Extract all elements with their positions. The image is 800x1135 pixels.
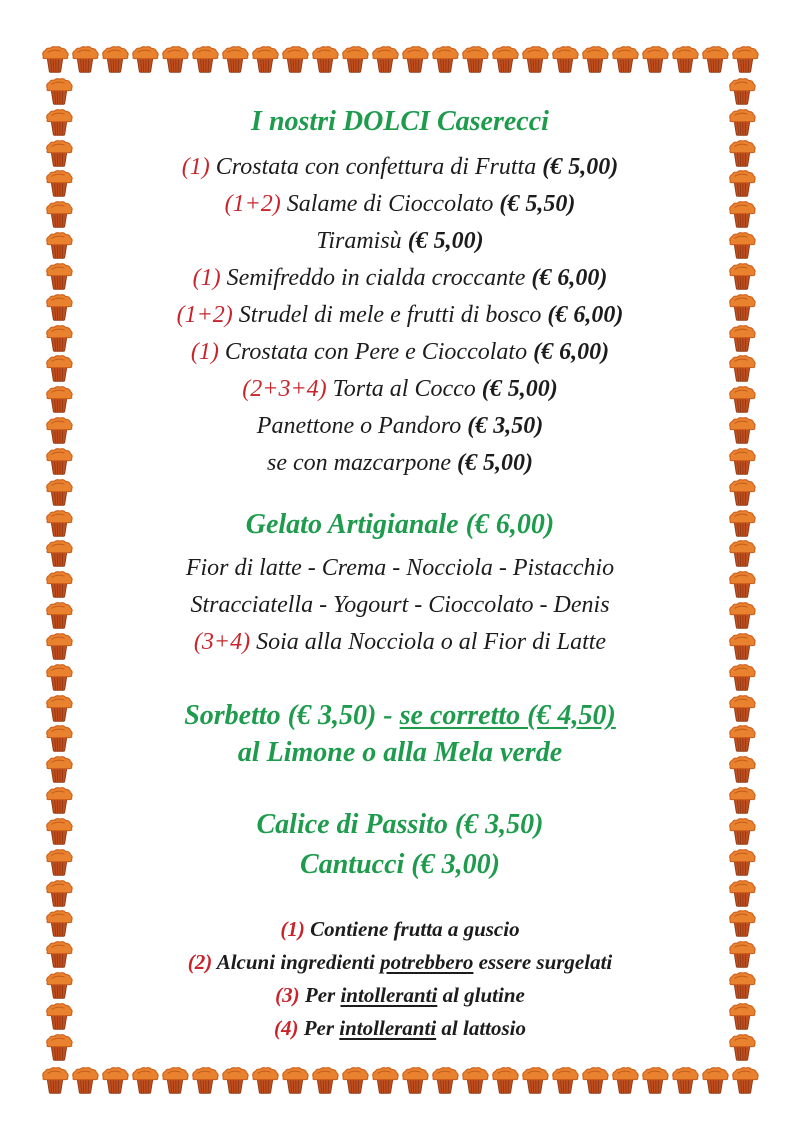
muffin-icon bbox=[730, 45, 760, 75]
muffin-icon bbox=[460, 1066, 490, 1096]
sorbetto-section bbox=[80, 697, 720, 771]
muffin-icon bbox=[280, 1066, 310, 1096]
border-top bbox=[40, 45, 757, 75]
footnote-number: (2) bbox=[187, 950, 217, 974]
item-price: (€ 5,00) bbox=[401, 228, 484, 254]
muffin-icon bbox=[370, 45, 400, 75]
menu-item bbox=[80, 149, 720, 186]
footnote-text: Contiene frutta a guscio bbox=[310, 917, 520, 941]
muffin-icon bbox=[640, 45, 670, 75]
muffin-icon bbox=[44, 416, 74, 446]
item-price: (€ 3,50) bbox=[461, 413, 544, 439]
muffin-icon bbox=[44, 231, 74, 261]
dolci-item-list bbox=[80, 149, 720, 482]
sorbetto-corretto-text: se corretto (€ 4,50) bbox=[399, 700, 616, 731]
menu-page bbox=[80, 103, 720, 1045]
muffin-icon bbox=[44, 509, 74, 539]
footnote-underlined-word: potrebbero bbox=[380, 950, 474, 974]
muffin-icon bbox=[250, 45, 280, 75]
passito-section bbox=[80, 805, 720, 885]
footnote bbox=[80, 1012, 720, 1045]
muffin-icon bbox=[190, 1066, 220, 1096]
muffin-icon bbox=[727, 509, 757, 539]
muffin-icon bbox=[610, 45, 640, 75]
item-name: se con mazcarpone bbox=[267, 450, 451, 476]
footnote-text: Per bbox=[303, 1016, 340, 1040]
muffin-icon bbox=[490, 45, 520, 75]
menu-item bbox=[80, 334, 720, 371]
muffin-icon bbox=[727, 632, 757, 662]
muffin-icon bbox=[727, 169, 757, 199]
muffin-icon bbox=[580, 45, 610, 75]
footnote-text: essere surgelati bbox=[473, 950, 613, 974]
muffin-icon bbox=[727, 139, 757, 169]
border-left bbox=[44, 77, 74, 1063]
muffin-icon bbox=[40, 45, 70, 75]
muffin-icon bbox=[44, 755, 74, 785]
muffin-icon bbox=[727, 570, 757, 600]
muffin-icon bbox=[44, 169, 74, 199]
muffin-icon bbox=[44, 200, 74, 230]
footnote bbox=[80, 979, 720, 1012]
muffin-icon bbox=[44, 940, 74, 970]
muffin-icon bbox=[430, 1066, 460, 1096]
muffin-icon bbox=[44, 909, 74, 939]
muffin-icon bbox=[44, 879, 74, 909]
muffin-icon bbox=[727, 447, 757, 477]
muffin-icon bbox=[100, 45, 130, 75]
item-name: Crostata con Pere e Cioccolato bbox=[224, 339, 528, 365]
muffin-icon bbox=[727, 694, 757, 724]
dolci-section-title: I nostri DOLCI Caserecci bbox=[251, 106, 549, 137]
menu-item bbox=[80, 223, 720, 260]
muffin-icon bbox=[44, 663, 74, 693]
item-name: Panettone o Pandoro bbox=[256, 413, 462, 439]
allergen-ref: (1+2) bbox=[176, 302, 239, 328]
gelato-flavors-line bbox=[80, 624, 720, 661]
menu-item bbox=[80, 371, 720, 408]
muffin-icon bbox=[340, 1066, 370, 1096]
muffin-icon bbox=[44, 354, 74, 384]
muffin-icon bbox=[727, 416, 757, 446]
muffin-icon bbox=[44, 632, 74, 662]
muffin-icon bbox=[727, 601, 757, 631]
muffin-icon bbox=[220, 1066, 250, 1096]
muffin-icon bbox=[727, 817, 757, 847]
item-price: (€ 5,00) bbox=[536, 154, 619, 180]
footnote-text: al lattosio bbox=[436, 1016, 527, 1040]
muffin-icon bbox=[727, 971, 757, 1001]
muffin-icon bbox=[727, 231, 757, 261]
muffin-icon bbox=[727, 478, 757, 508]
muffin-icon bbox=[727, 786, 757, 816]
menu-item bbox=[80, 260, 720, 297]
muffin-icon bbox=[160, 45, 190, 75]
muffin-icon bbox=[727, 1002, 757, 1032]
muffin-icon bbox=[727, 385, 757, 415]
muffin-icon bbox=[727, 940, 757, 970]
allergen-ref: (2+3+4) bbox=[242, 376, 333, 402]
muffin-icon bbox=[44, 971, 74, 1001]
muffin-icon bbox=[520, 45, 550, 75]
muffin-icon bbox=[490, 1066, 520, 1096]
gelato-flavor-list bbox=[80, 550, 720, 661]
muffin-icon bbox=[610, 1066, 640, 1096]
muffin-icon bbox=[44, 139, 74, 169]
menu-item bbox=[80, 297, 720, 334]
muffin-icon bbox=[44, 539, 74, 569]
flavors-text: Stracciatella - Yogourt - Cioccolato - Denis bbox=[190, 592, 610, 618]
muffin-icon bbox=[44, 786, 74, 816]
footnote-underlined-word: intolleranti bbox=[340, 983, 438, 1007]
muffin-icon bbox=[190, 45, 220, 75]
muffin-icon bbox=[280, 45, 310, 75]
muffin-icon bbox=[44, 694, 74, 724]
muffin-icon bbox=[640, 1066, 670, 1096]
muffin-icon bbox=[310, 1066, 340, 1096]
item-name: Semifreddo in cialda croccante bbox=[226, 265, 526, 291]
border-right bbox=[727, 77, 757, 1063]
muffin-icon bbox=[670, 45, 700, 75]
item-name: Tiramisù bbox=[316, 228, 402, 254]
item-name: Strudel di mele e frutti di bosco bbox=[238, 302, 542, 328]
muffin-icon bbox=[130, 1066, 160, 1096]
menu-item bbox=[80, 186, 720, 223]
muffin-icon bbox=[400, 1066, 430, 1096]
footnote bbox=[80, 946, 720, 979]
muffin-icon bbox=[550, 1066, 580, 1096]
muffin-icon bbox=[727, 354, 757, 384]
muffin-icon bbox=[44, 385, 74, 415]
muffin-icon bbox=[460, 45, 490, 75]
item-price: (€ 5,50) bbox=[493, 191, 576, 217]
muffin-icon bbox=[727, 200, 757, 230]
item-price: (€ 5,00) bbox=[475, 376, 558, 402]
muffin-icon bbox=[727, 108, 757, 138]
muffin-icon bbox=[727, 909, 757, 939]
footnote-text: Alcuni ingredienti bbox=[216, 950, 381, 974]
muffin-icon bbox=[250, 1066, 280, 1096]
muffin-icon bbox=[44, 1033, 74, 1063]
muffin-icon bbox=[727, 324, 757, 354]
allergen-ref: (3+4) bbox=[193, 629, 257, 655]
footnote-number: (3) bbox=[275, 983, 305, 1007]
muffin-icon bbox=[727, 1033, 757, 1063]
muffin-icon bbox=[727, 262, 757, 292]
muffin-icon bbox=[44, 324, 74, 354]
sorbetto-line bbox=[80, 697, 720, 734]
muffin-icon bbox=[727, 663, 757, 693]
muffin-icon bbox=[44, 478, 74, 508]
muffin-icon bbox=[44, 570, 74, 600]
muffin-icon bbox=[44, 262, 74, 292]
footnote bbox=[80, 913, 720, 946]
gelato-flavors-line bbox=[80, 550, 720, 587]
allergen-ref: (1) bbox=[192, 265, 227, 291]
muffin-icon bbox=[700, 1066, 730, 1096]
allergen-ref: (1) bbox=[181, 154, 216, 180]
footnote-text: al glutine bbox=[437, 983, 525, 1007]
border-bottom bbox=[40, 1066, 757, 1096]
flavors-text: Soia alla Nocciola o al Fior di Latte bbox=[256, 629, 607, 655]
allergen-ref: (1) bbox=[190, 339, 225, 365]
muffin-icon bbox=[40, 1066, 70, 1096]
muffin-icon bbox=[727, 724, 757, 754]
muffin-icon bbox=[550, 45, 580, 75]
gelato-section-title: Gelato Artigianale (€ 6,00) bbox=[245, 509, 555, 540]
muffin-icon bbox=[727, 848, 757, 878]
muffin-icon bbox=[727, 755, 757, 785]
muffin-icon bbox=[340, 45, 370, 75]
muffin-icon bbox=[670, 1066, 700, 1096]
sorbetto-text: Sorbetto (€ 3,50) - bbox=[184, 700, 400, 731]
muffin-icon bbox=[70, 1066, 100, 1096]
footnote-underlined-word: intolleranti bbox=[339, 1016, 437, 1040]
menu-item bbox=[80, 408, 720, 445]
muffin-icon bbox=[130, 45, 160, 75]
menu-item bbox=[80, 445, 720, 482]
muffin-icon bbox=[310, 45, 340, 75]
muffin-icon bbox=[580, 1066, 610, 1096]
muffin-icon bbox=[727, 539, 757, 569]
muffin-icon bbox=[430, 45, 460, 75]
muffin-icon bbox=[730, 1066, 760, 1096]
flavors-text: Fior di latte - Crema - Nocciola - Pistacchio bbox=[185, 555, 615, 581]
sorbetto-flavors-line: al Limone o alla Mela verde bbox=[237, 737, 563, 768]
item-name: Salame di Cioccolato bbox=[286, 191, 494, 217]
gelato-flavors-line bbox=[80, 587, 720, 624]
allergen-footnotes bbox=[80, 913, 720, 1045]
item-price: (€ 6,00) bbox=[525, 265, 608, 291]
cantucci-line: Cantucci (€ 3,00) bbox=[300, 849, 500, 880]
footnote-number: (1) bbox=[280, 917, 311, 941]
item-price: (€ 5,00) bbox=[450, 450, 533, 476]
item-name: Torta al Cocco bbox=[332, 376, 476, 402]
muffin-icon bbox=[220, 45, 250, 75]
muffin-icon bbox=[727, 879, 757, 909]
item-price: (€ 6,00) bbox=[541, 302, 624, 328]
muffin-icon bbox=[727, 77, 757, 107]
muffin-icon bbox=[44, 293, 74, 323]
muffin-icon bbox=[44, 447, 74, 477]
muffin-icon bbox=[520, 1066, 550, 1096]
muffin-icon bbox=[70, 45, 100, 75]
item-price: (€ 6,00) bbox=[527, 339, 610, 365]
footnote-text: Per bbox=[304, 983, 341, 1007]
item-name: Crostata con confettura di Frutta bbox=[215, 154, 537, 180]
muffin-icon bbox=[44, 817, 74, 847]
muffin-icon bbox=[160, 1066, 190, 1096]
muffin-icon bbox=[100, 1066, 130, 1096]
muffin-icon bbox=[44, 724, 74, 754]
muffin-icon bbox=[44, 601, 74, 631]
muffin-icon bbox=[370, 1066, 400, 1096]
allergen-ref: (1+2) bbox=[224, 191, 287, 217]
muffin-icon bbox=[700, 45, 730, 75]
muffin-icon bbox=[44, 848, 74, 878]
muffin-icon bbox=[44, 108, 74, 138]
muffin-icon bbox=[727, 293, 757, 323]
passito-line: Calice di Passito (€ 3,50) bbox=[256, 809, 544, 840]
muffin-icon bbox=[44, 77, 74, 107]
footnote-number: (4) bbox=[273, 1016, 304, 1040]
muffin-icon bbox=[400, 45, 430, 75]
muffin-icon bbox=[44, 1002, 74, 1032]
